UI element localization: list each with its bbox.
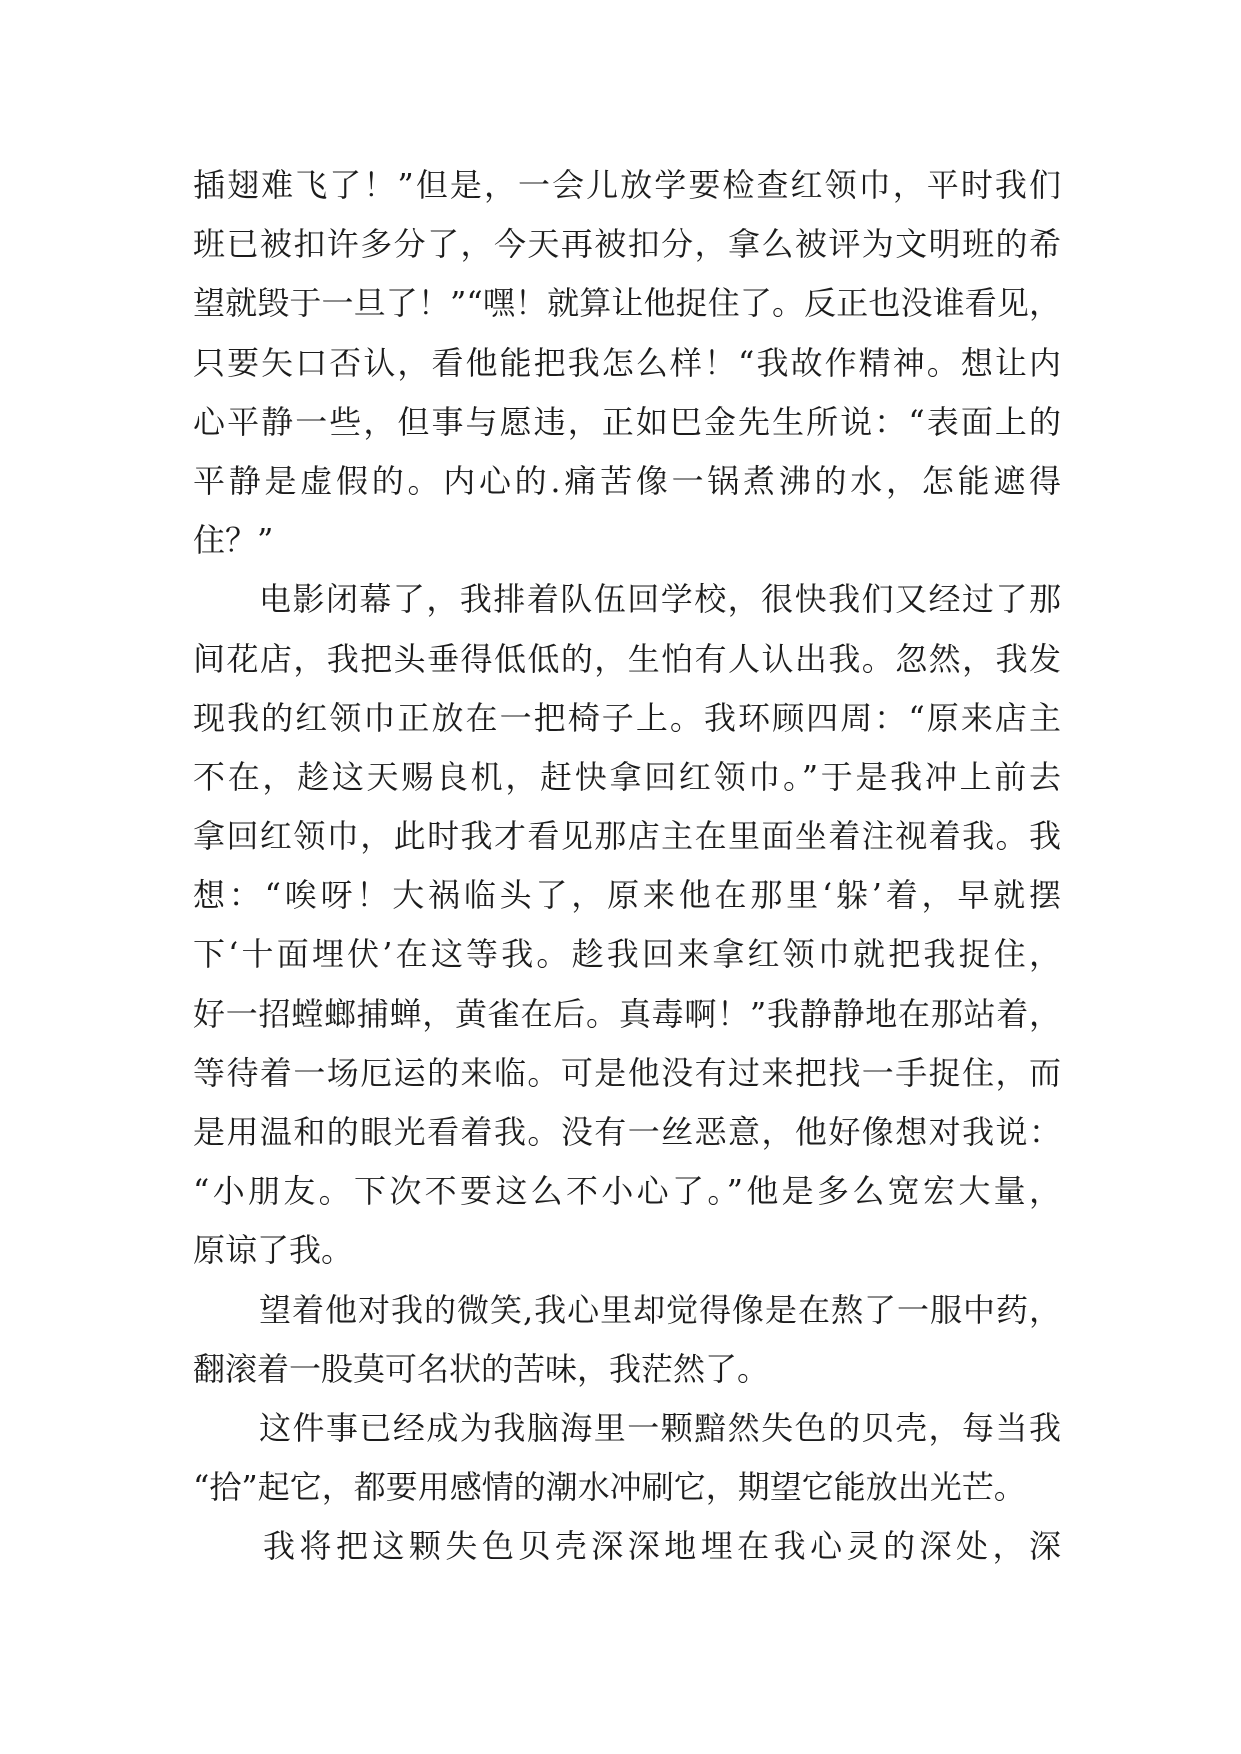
text-line: 我将把这颗失色贝壳深深地埋在我心灵的深处，深 <box>263 1527 1061 1566</box>
text-line: 不在，趁这天赐良机，赶快拿回红领巾。”于是我冲上前去 <box>193 757 1061 796</box>
text-line: 望就毁于一旦了！”“嘿！就算让他捉住了。反正也没谁看见， <box>193 284 1061 323</box>
text-line: “拾”起它，都要用感情的潮水冲刷它，期望它能放出光芒。 <box>193 1468 1026 1507</box>
text-line: “小朋友。下次不要这么不小心了。”他是多么宽宏大量， <box>193 1172 1061 1211</box>
text-line: 好一招螳螂捕蝉，黄雀在后。真毒啊！”我静静地在那站着， <box>193 994 1061 1033</box>
text-line: 翻滚着一股莫可名状的苦味，我茫然了。 <box>193 1349 770 1388</box>
text-line: 下‘十面埋伏’在这等我。趁我回来拿红领巾就把我捉住， <box>193 935 1061 974</box>
text-line: 平静是虚假的。内心的.痛苦像一锅煮沸的水，怎能遮得 <box>193 461 1061 500</box>
text-line: 是用温和的眼光看着我。没有一丝恶意，他好像想对我说： <box>193 1113 1061 1151</box>
text-line: 原谅了我。 <box>193 1231 354 1270</box>
text-line: 电影闭幕了，我排着队伍回学校，很快我们又经过了那 <box>259 580 1061 619</box>
text-line: 班已被扣许多分了，今天再被扣分，拿么被评为文明班的希 <box>193 225 1061 264</box>
text-line: 插翅难飞了！”但是，一会儿放学要检查红领巾，平时我们 <box>193 166 1061 204</box>
text-line: 等待着一场厄运的来临。可是他没有过来把找一手捉住，而 <box>193 1053 1061 1092</box>
body-text <box>193 156 1061 1577</box>
paragraph <box>193 1281 1061 1399</box>
paragraph <box>193 570 1061 1280</box>
text-line: 心平静一些，但事与愿违，正如巴金先生所说：“表面上的 <box>193 402 1061 441</box>
text-line: 只要矢口否认，看他能把我怎么样！“我故作精神。想让内 <box>193 343 1061 382</box>
text-line: 现我的红领巾正放在一把椅子上。我环顾四周：“原来店主 <box>193 698 1061 737</box>
text-line: 拿回红领巾，此时我才看见那店主在里面坐着注视着我。我 <box>193 817 1061 856</box>
text-line: 住？” <box>193 521 274 560</box>
text-line: 这件事已经成为我脑海里一颗黯然失色的贝壳，每当我 <box>259 1408 1061 1447</box>
paragraph <box>193 1517 1061 1576</box>
paragraph <box>193 1399 1061 1517</box>
text-line: 想：“唉呀！大祸临头了，原来他在那里‘躲’着，早就摆 <box>193 876 1061 915</box>
text-line: 望着他对我的微笑,我心里却觉得像是在熬了一服中药， <box>259 1290 1061 1329</box>
text-line: 间花店，我把头垂得低低的，生怕有人认出我。忽然，我发 <box>193 639 1061 678</box>
paragraph <box>193 156 1061 570</box>
